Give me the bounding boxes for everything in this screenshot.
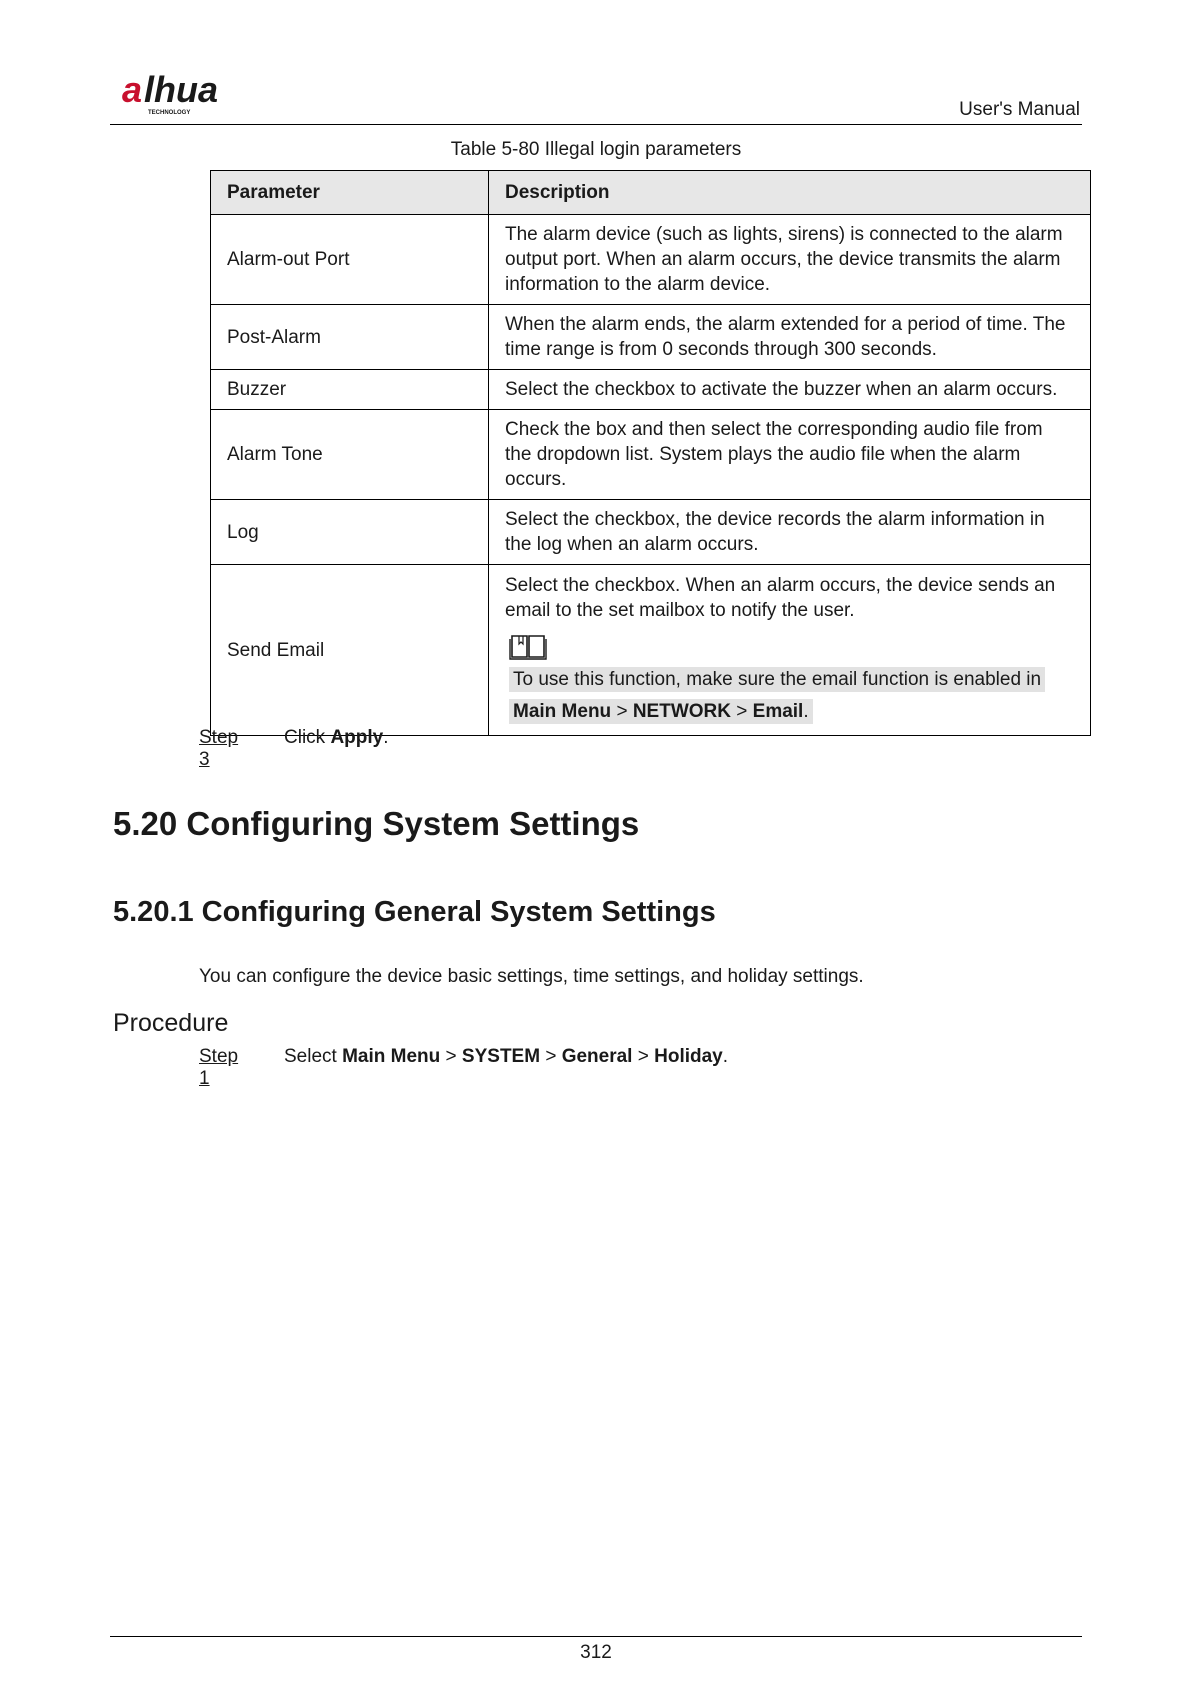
section-title: 5.20 Configuring System Settings: [113, 805, 640, 842]
table-row: [211, 500, 1091, 565]
intro-paragraph: You can configure the device basic settings, time settings, and holiday settings.: [199, 966, 864, 987]
table-caption: Table 5-80 Illegal login parameters: [450, 139, 742, 160]
description-cell: Select the checkbox to activate the buzzer when an alarm occurs.: [489, 370, 1091, 410]
note-path-network: NETWORK: [632, 700, 731, 722]
step-text: [284, 1046, 728, 1068]
note-text: To use this function, make sure the email function is enabled in: [509, 667, 1045, 692]
column-header-description: Description: [489, 171, 1091, 215]
path-system: SYSTEM: [461, 1046, 541, 1067]
table-row: [211, 565, 1091, 736]
apply-keyword: Apply: [330, 727, 384, 748]
step-label: Step 1: [199, 1046, 239, 1089]
manual-title: User's Manual: [959, 99, 1080, 120]
description-cell: When the alarm ends, the alarm extended for a period of time. The time range is from 0 seconds through 300 seconds.: [489, 305, 1091, 370]
note-end: .: [803, 700, 809, 722]
description-cell: [489, 565, 1091, 736]
table-header-row: [211, 171, 1091, 215]
path-separator: >: [440, 1046, 462, 1067]
step-text: [284, 727, 389, 749]
param-cell: Alarm-out Port: [211, 215, 489, 305]
svg-text:lhua: lhua: [144, 70, 219, 110]
send-email-description: Select the checkbox. When an alarm occurs, the device sends an email to the set mailbox to notify the user.: [505, 574, 1056, 621]
path-general: General: [561, 1046, 633, 1067]
path-separator: >: [540, 1046, 562, 1067]
step-label: Step 3: [199, 727, 239, 770]
table-row: [211, 305, 1091, 370]
param-cell: Log: [211, 500, 489, 565]
param-cell: Buzzer: [211, 370, 489, 410]
note-path-main-menu: Main Menu: [513, 700, 612, 722]
table-row: [211, 410, 1091, 500]
step-end: .: [383, 727, 389, 748]
step-end: .: [722, 1046, 729, 1067]
table-row: [211, 215, 1091, 305]
parameters-table: [210, 170, 1091, 736]
description-cell: Select the checkbox, the device records the alarm information in the log when an alarm occurs.: [489, 500, 1091, 565]
step-text-plain: Select: [284, 1046, 343, 1067]
param-cell: Alarm Tone: [211, 410, 489, 500]
step-text-plain: Click: [284, 727, 331, 748]
note-path-email: Email: [752, 700, 804, 722]
path-separator: >: [632, 1046, 655, 1067]
svg-text:a: a: [122, 70, 143, 110]
path-holiday: Holiday: [654, 1046, 723, 1067]
column-header-parameter: Parameter: [211, 171, 489, 215]
dahua-logo: [122, 70, 262, 120]
procedure-heading: Procedure: [113, 1009, 229, 1037]
table-row: [211, 370, 1091, 410]
subsection-title: 5.20.1 Configuring General System Settings: [113, 896, 716, 928]
note-path: [509, 699, 813, 724]
svg-text:TECHNOLOGY: TECHNOLOGY: [148, 110, 191, 116]
header-divider: [110, 124, 1082, 125]
description-cell: Check the box and then select the corresponding audio file from the dropdown list. System plays the audio file when the alarm occurs.: [489, 410, 1091, 500]
book-note-icon: [509, 632, 547, 660]
param-cell: Send Email: [211, 565, 489, 736]
note-separator: >: [730, 700, 753, 722]
note-box: [509, 664, 1074, 728]
footer-divider: [110, 1636, 1082, 1637]
note-separator: >: [611, 700, 633, 722]
page-number: 312: [580, 1642, 612, 1663]
path-main-menu: Main Menu: [342, 1046, 441, 1067]
description-cell: The alarm device (such as lights, sirens) is connected to the alarm output port. When an alarm occurs, the device transmits the alarm information to the alarm device.: [489, 215, 1091, 305]
param-cell: Post-Alarm: [211, 305, 489, 370]
